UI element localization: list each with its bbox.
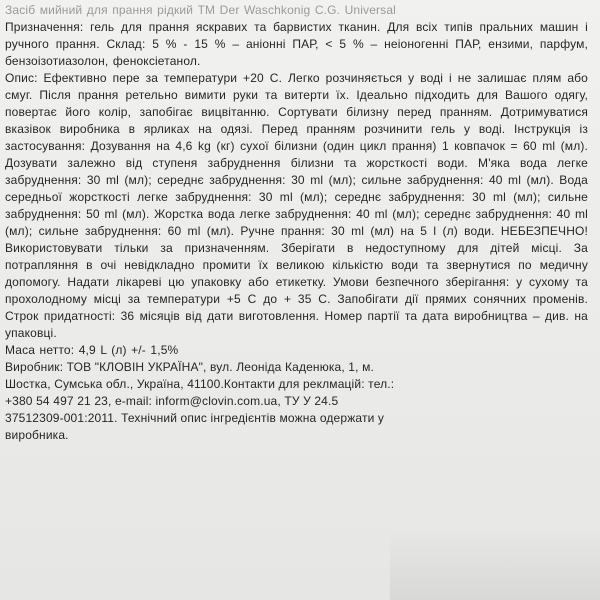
label-fold-shadow [390, 530, 600, 600]
manufacturer-line: Шостка, Сумська обл., Україна, 41100.Контакти для реклмацій: тел.: [5, 377, 395, 391]
manufacturer-block [5, 359, 588, 444]
manufacturer-line: 37512309-001:2011. Технічний опис інгредієнтів можна одержати у [5, 411, 385, 425]
net-mass-line: Маса нетто: 4,9 L (л) +/- 1,5% [5, 343, 179, 357]
product-title-line: Засіб мийний для прання рідкий ТМ Der Waschkonig C.G. Universal [5, 3, 396, 17]
manufacturer-line: Виробник: ТОВ "КЛОВІН УКРАЇНА", вул. Леоніда Каденюка, 1, м. [5, 360, 374, 374]
description-paragraph: Опис: Ефективно пере за температури +20 С. Легко розчиняється у воді і не залишає плям або смуг. Після прання ретельно вимити руки та витерти їх. Ідеально підходить для Вашого одягу, повертає його колір, запобігає вицвітанню. Сортувати білизну перед пранням. Дотримуватися вказівок виробника в ярликах на одязі. Перед пранням розчинити гель у воді. Інструкція із застосування: Дозування на 4,6 kg (кг) сухої білизни (один цикл прання) 1 ковпачок = 60 ml (мл). Дозувати залежно від ступеня забруднення білизни та жорсткості води. М'яка вода легке забруднення: 30 ml (мл); середнє забруднення: 30 ml (мл); сильне забруднення: 40 ml (мл). Вода середньої жорсткості легке забруднення: 30 ml (мл); середнє забруднення: 30 ml (мл); сильне забруднення: 50 ml (мл). Жорстка вода легке забруднення: 40 ml (мл); середнє забруднення: 40 ml (мл); сильне забруднення: 60 ml (мл). Ручне прання: 30 ml (мл) на 5 l (л) води. НЕБЕЗПЕЧНО! Використовувати тільки за призначенням. Зберігати в недоступному для дітей місці. За потрапляння в очі невідкладно промити їх великою кількістю води та звернутися по медичну допомогу. Надати лікареві цю упаковку або етикетку. Умови безпечного зберігання: у сухому та прохолодному місці за температури +5 С до + 35 С. Запобігати дії прямих сонячних променів. Строк придатності: 36 місяців від дати виготовлення. Номер партії та дата виробництва – див. на упаковці. [5, 71, 588, 340]
manufacturer-line: +380 54 497 21 23, e-mail: inform@clovin.com.ua, ТУ У 24.5 [5, 394, 339, 408]
manufacturer-line: виробника. [5, 428, 69, 442]
purpose-paragraph: Призначення: гель для прання яскравих та барвистих тканин. Для всіх типів пральних машин і ручного прання. Склад: 5 % - 15 % – аніонні ПАР, < 5 % – неіоногенні ПАР, ензими, парфум, бензоізотиазолон, феноксіетанол. [5, 20, 588, 68]
